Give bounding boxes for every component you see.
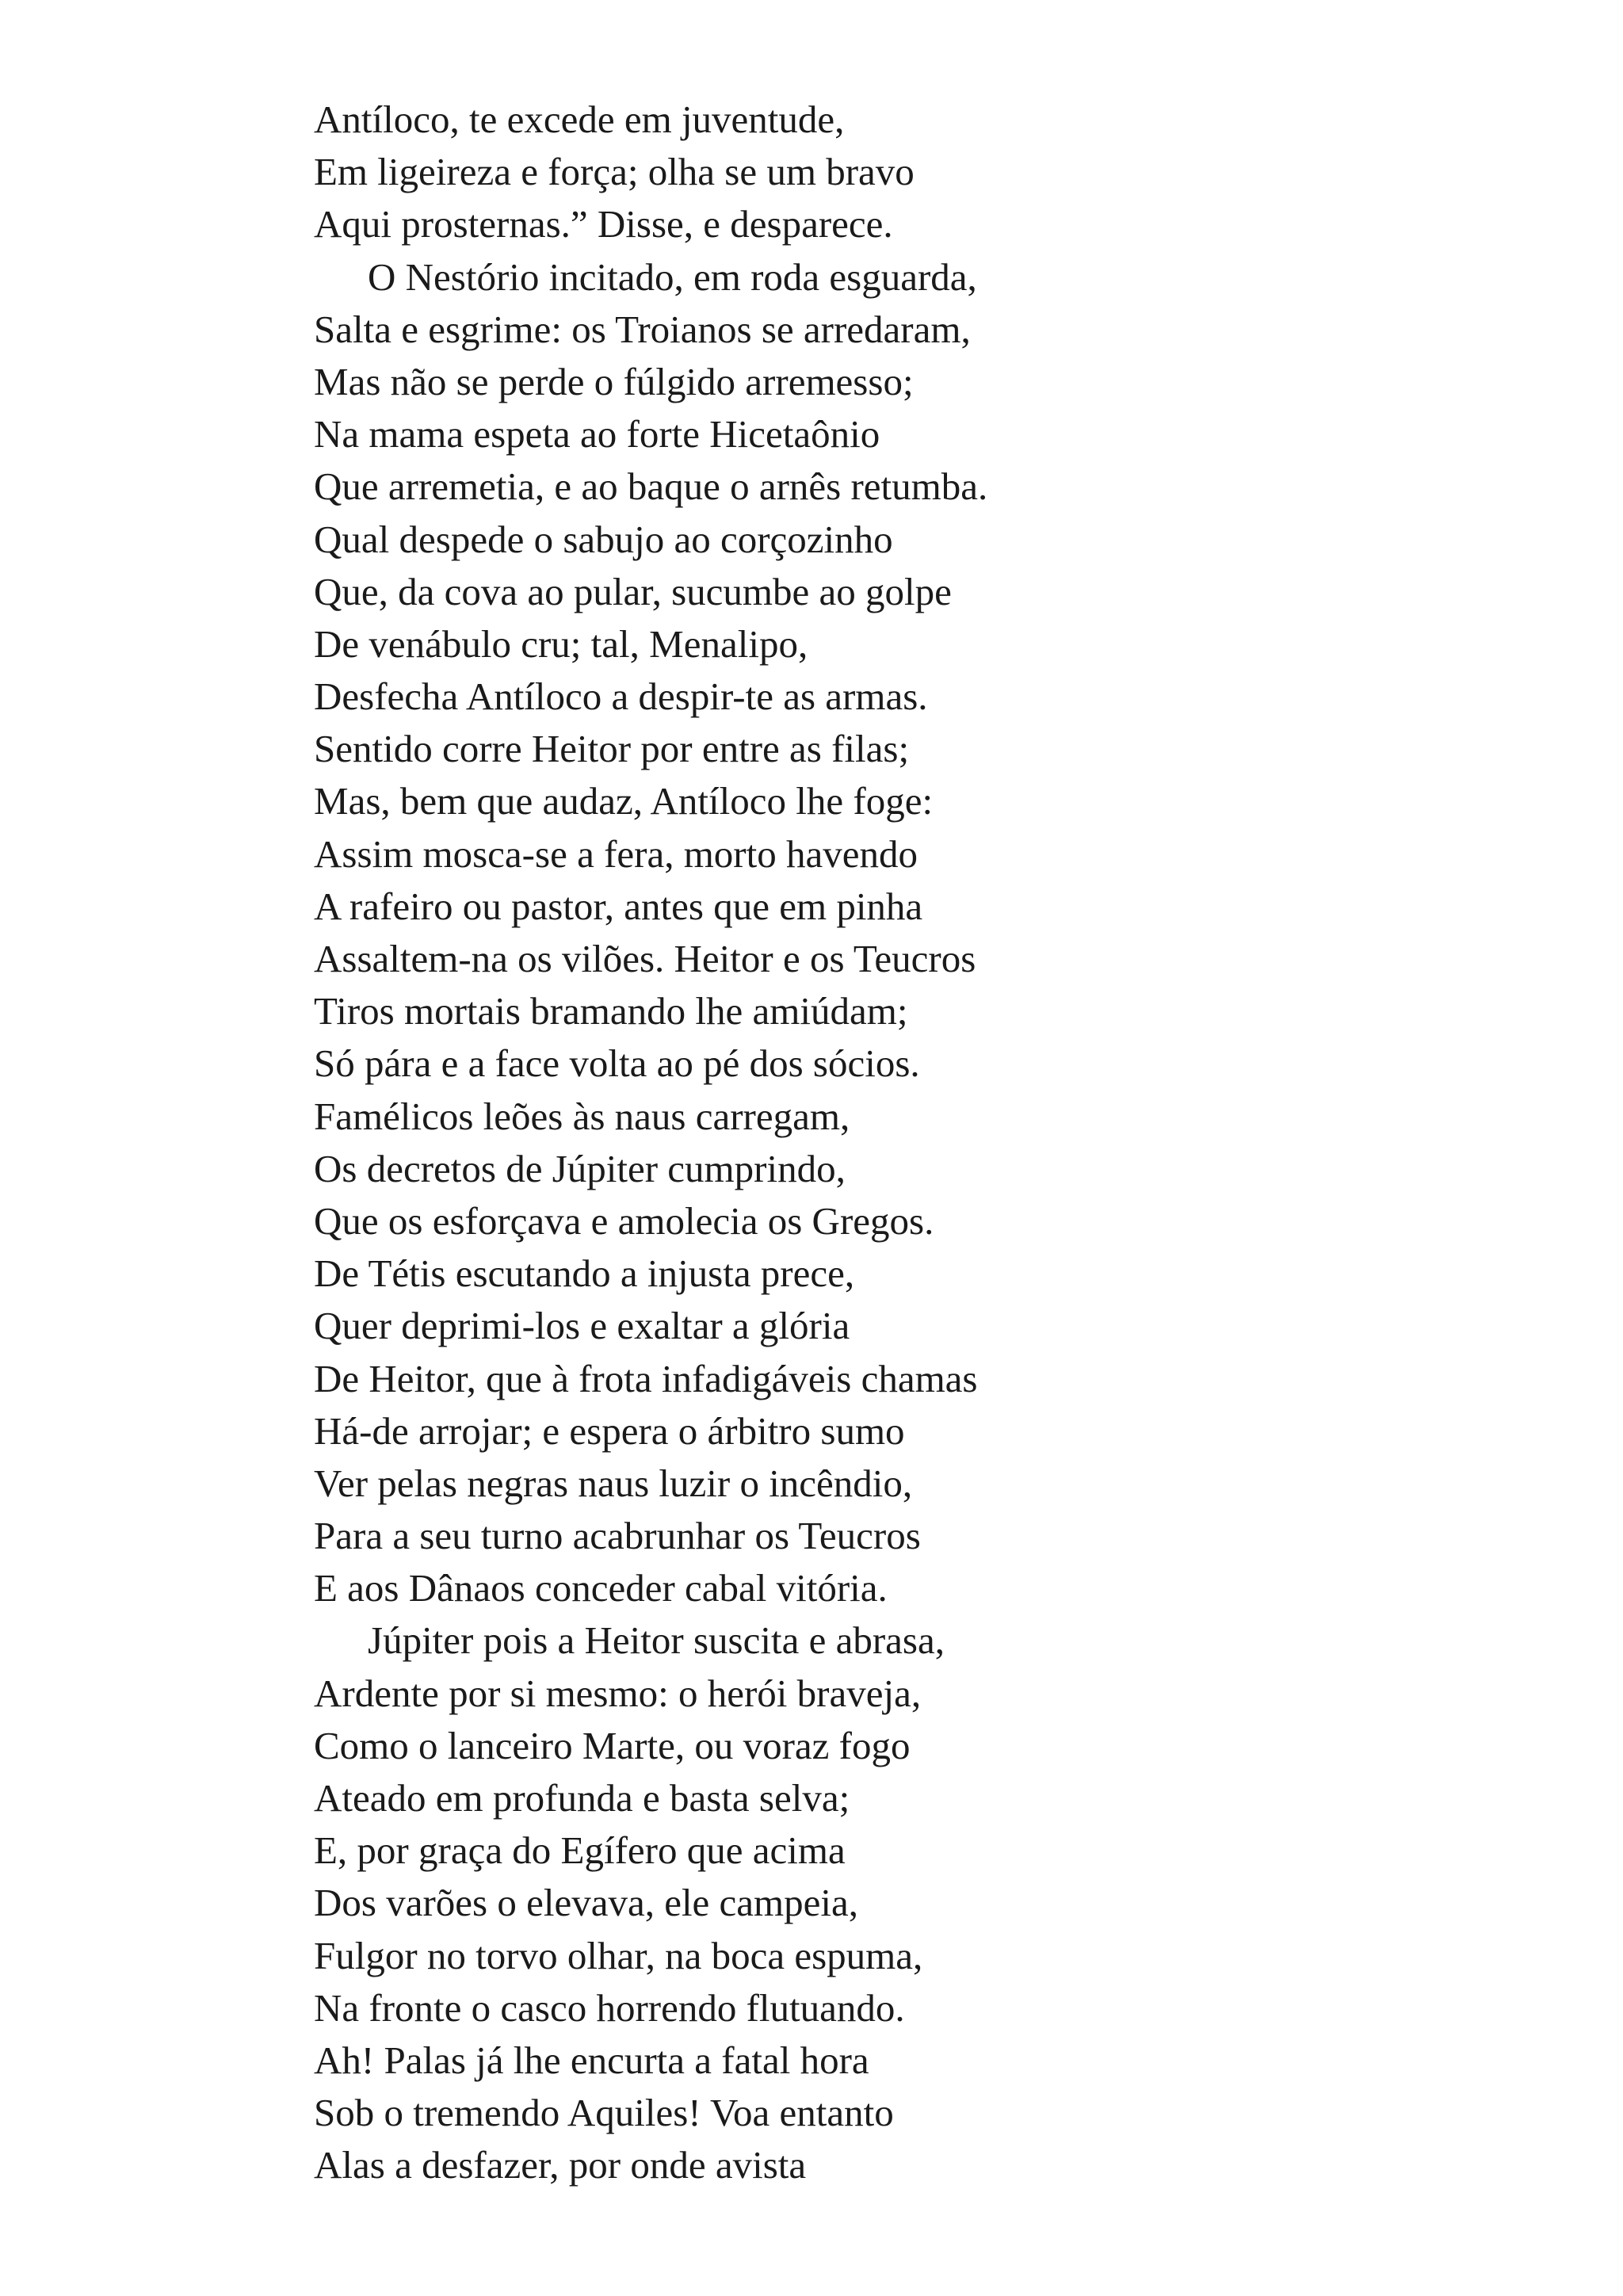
poem-text bbox=[314, 94, 987, 2192]
poem-line: Assim mosca-se a fera, morto havendo bbox=[314, 831, 918, 876]
poem-line: Que, da cova ao pular, sucumbe ao golpe bbox=[314, 569, 952, 613]
poem-line: Antíloco, te excede em juventude, bbox=[314, 97, 845, 141]
poem-line: Sentido corre Heitor por entre as filas; bbox=[314, 727, 910, 771]
poem-line: Ardente por si mesmo: o herói braveja, bbox=[314, 1671, 922, 1715]
poem-line: De Heitor, que à frota infadigáveis chamas bbox=[314, 1356, 978, 1400]
poem-line: Ver pelas negras naus luzir o incêndio, bbox=[314, 1461, 913, 1505]
poem-line: Sob o tremendo Aquiles! Voa entanto bbox=[314, 2091, 894, 2135]
poem-line: De venábulo cru; tal, Menalipo, bbox=[314, 621, 808, 666]
poem-line: Assaltem-na os vilões. Heitor e os Teucros bbox=[314, 937, 976, 980]
poem-line: E, por graça do Egífero que acima bbox=[314, 1828, 846, 1873]
poem-line: Que arremetia, e ao baque o arnês retumba. bbox=[314, 464, 988, 509]
poem-line: Ateado em profunda e basta selva; bbox=[314, 1776, 850, 1820]
poem-line: Famélicos leões às naus carregam, bbox=[314, 1094, 850, 1138]
poem-line: Alas a desfazer, por onde avista bbox=[314, 2143, 807, 2187]
poem-line: De Tétis escutando a injusta prece, bbox=[314, 1251, 855, 1296]
poem-line: Que os esforçava e amolecia os Gregos. bbox=[314, 1198, 934, 1243]
poem-line: E aos Dânaos conceder cabal vitória. bbox=[314, 1566, 888, 1610]
poem-line: Júpiter pois a Heitor suscita e abrasa, bbox=[368, 1618, 945, 1663]
poem-line: O Nestório incitado, em roda esguarda, bbox=[368, 254, 977, 299]
poem-line: Quer deprimi-los e exaltar a glória bbox=[314, 1304, 850, 1348]
poem-line: Em ligeireza e força; olha se um bravo bbox=[314, 150, 915, 194]
poem-line: Só pára e a face volta ao pé dos sócios. bbox=[314, 1041, 920, 1086]
poem-line: Ah! Palas já lhe encurta a fatal hora bbox=[314, 2038, 869, 2082]
poem-line: Na mama espeta ao forte Hicetaônio bbox=[314, 412, 880, 457]
poem-line: Salta e esgrime: os Troianos se arredaram, bbox=[314, 307, 971, 351]
poem-line: Aqui prosternas.” Disse, e desparece. bbox=[314, 202, 893, 246]
poem-line: Mas, bem que audaz, Antíloco lhe foge: bbox=[314, 779, 934, 823]
poem-line: Na fronte o casco horrendo flutuando. bbox=[314, 1985, 905, 2030]
poem-line: Para a seu turno acabrunhar os Teucros bbox=[314, 1514, 921, 1558]
poem-line: Os decretos de Júpiter cumprindo, bbox=[314, 1146, 846, 1190]
poem-line: Desfecha Antíloco a despir-te as armas. bbox=[314, 674, 928, 719]
poem-line: A rafeiro ou pastor, antes que em pinha bbox=[314, 884, 923, 928]
poem-line: Há-de arrojar; e espera o árbitro sumo bbox=[314, 1408, 905, 1453]
poem-line: Mas não se perde o fúlgido arremesso; bbox=[314, 359, 914, 403]
poem-line: Qual despede o sabujo ao corçozinho bbox=[314, 517, 893, 561]
poem-line: Fulgor no torvo olhar, na boca espuma, bbox=[314, 1933, 923, 1977]
poem-line: Tiros mortais bramando lhe amiúdam; bbox=[314, 989, 908, 1033]
poem-line: Como o lanceiro Marte, ou voraz fogo bbox=[314, 1723, 911, 1767]
poem-line: Dos varões o elevava, ele campeia, bbox=[314, 1881, 859, 1925]
